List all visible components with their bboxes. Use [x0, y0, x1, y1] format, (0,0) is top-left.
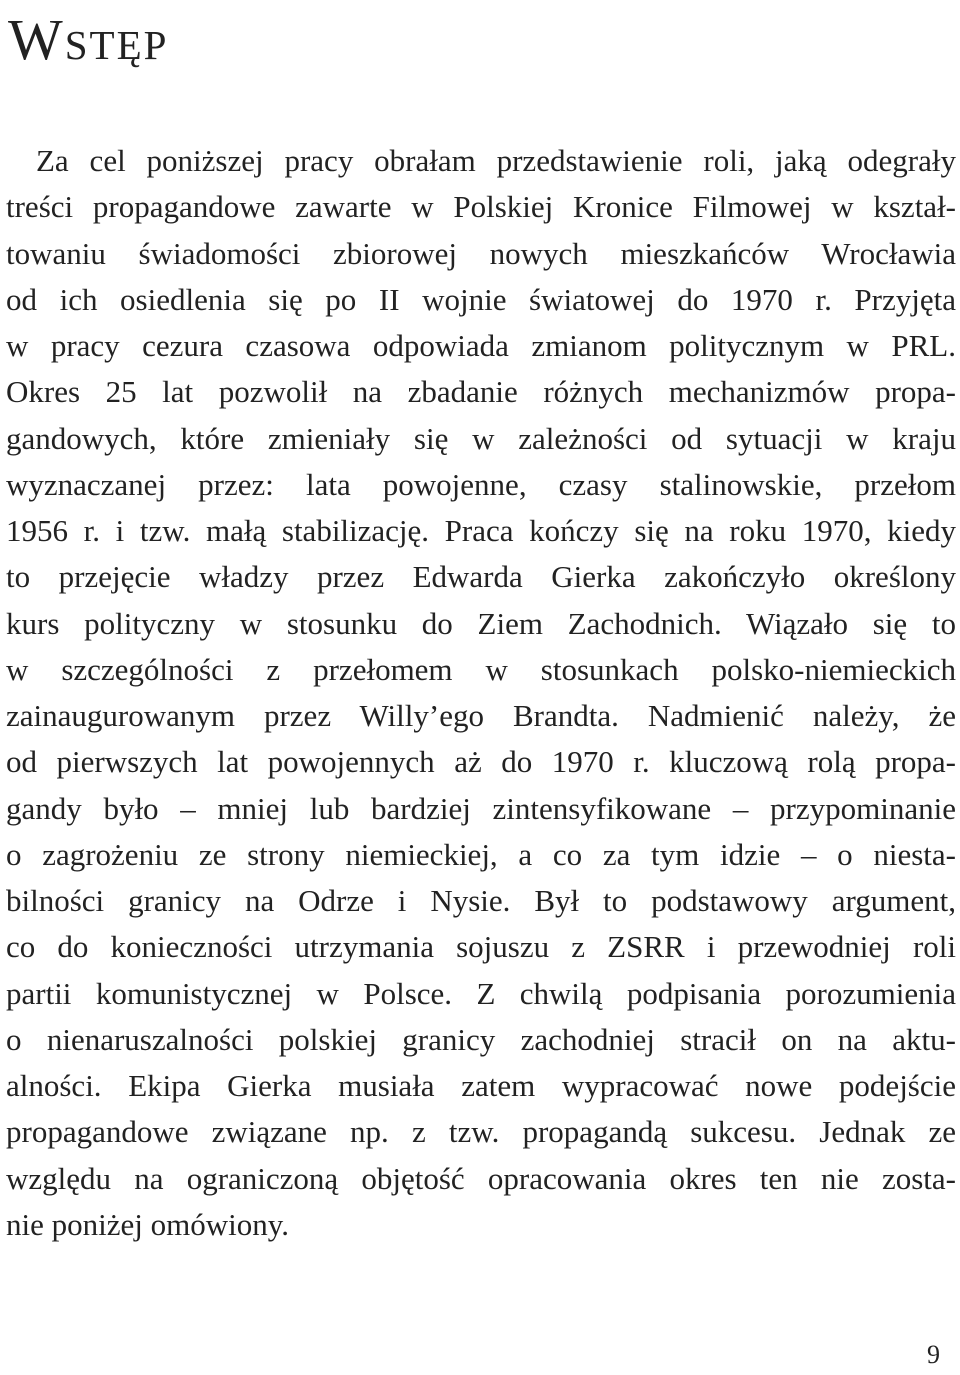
paragraph-line: w pracy cezura czasowa odpowiada zmianom politycznym w PRL. [6, 328, 956, 363]
paragraph-line: treści propagandowe zawarte w Polskiej Kronice Filmowej w kształ- [6, 189, 956, 225]
body-paragraph [6, 138, 956, 1248]
paragraph-line: towaniu świadomości zbiorowej nowych mieszkańców Wrocławia [6, 235, 956, 271]
paragraph-line: zainaugurowanym przez Willy’ego Brandta. Nadmienić należy, że [6, 698, 956, 733]
paragraph-line: gandowych, które zmieniały się w zależności od sytuacji w kraju [6, 420, 956, 456]
paragraph-line: względu na ograniczoną objętość opracowania okres ten nie zosta- [6, 1160, 956, 1196]
paragraph-line: wyznaczanej przez: lata powojenne, czasy stalinowskie, przełom [6, 466, 956, 502]
paragraph-line: nie poniżej omówiony. [6, 1206, 289, 1242]
page-title: Wstęp [8, 7, 169, 72]
paragraph-line: bilności granicy na Odrze i Nysie. Był to podstawowy argument, [6, 883, 956, 918]
paragraph-line: co do konieczności utrzymania sojuszu z ZSRR i przewodniej roli [6, 929, 956, 965]
paragraph-line: gandy było – mniej lub bardziej zintensyfikowane – przypominanie [6, 790, 956, 826]
page-number: 9 [927, 1340, 940, 1369]
paragraph-line: partii komunistycznej w Polsce. Z chwilą podpisania porozumienia [6, 975, 956, 1011]
paragraph-line: to przejęcie władzy przez Edwarda Gierka zakończyło określony [6, 559, 956, 595]
paragraph-line: w szczególności z przełomem w stosunkach polsko-niemieckich [6, 651, 956, 687]
paragraph-line: o nienaruszalności polskiej granicy zachodniej stracił on na aktu- [6, 1021, 956, 1057]
paragraph-line: propagandowe związane np. z tzw. propagandą sukcesu. Jednak ze [6, 1114, 956, 1150]
paragraph-line: kurs polityczny w stosunku do Ziem Zachodnich. Wiązało się to [6, 605, 956, 641]
paragraph-line: alności. Ekipa Gierka musiała zatem wypracować nowe podejście [6, 1068, 956, 1103]
paragraph-line: 1956 r. i tzw. małą stabilizację. Praca kończy się na roku 1970, kiedy [6, 513, 956, 548]
paragraph-line: od ich osiedlenia się po II wojnie światowej do 1970 r. Przyjęta [6, 281, 956, 317]
paragraph-line: o zagrożeniu ze strony niemieckiej, a co za tym idzie – o niesta- [6, 836, 956, 872]
paragraph-line: od pierwszych lat powojennych aż do 1970 r. kluczową rolą propa- [6, 744, 956, 780]
paragraph-line: Okres 25 lat pozwolił na zbadanie różnych mechanizmów propa- [6, 374, 956, 410]
paragraph-line: Za cel poniższej pracy obrałam przedstawienie roli, jaką odegrały [36, 143, 956, 178]
